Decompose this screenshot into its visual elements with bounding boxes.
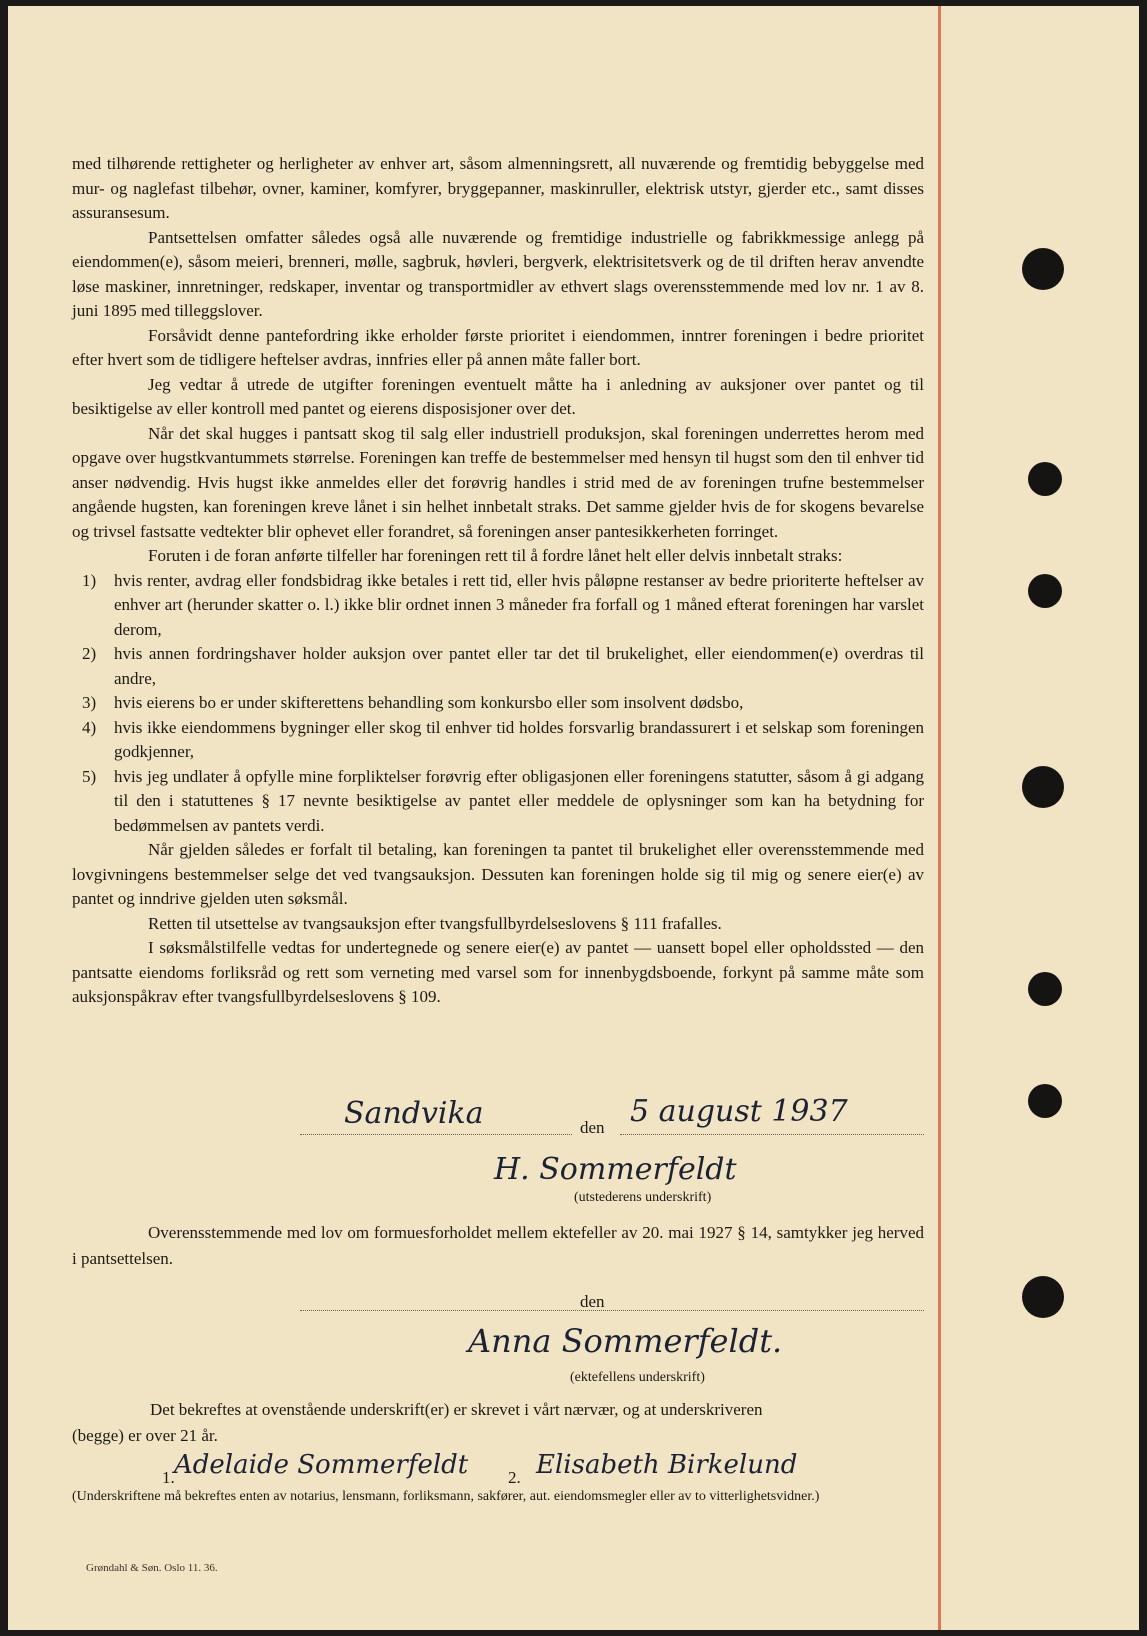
punch-hole <box>1022 248 1064 290</box>
item-number: 2) <box>82 644 97 663</box>
paragraph: Retten til utsettelse av tvangsauksjon efter tvangsfullbyrdelseslovens § 111 frafalles. <box>148 913 722 933</box>
punch-hole <box>1022 766 1064 808</box>
item-text: hvis annen fordringshaver holder auksjon over pantet eller tar det til brukelighet, eller eiendommen(e) overdras til andre, <box>114 644 924 688</box>
item-text: hvis eierens bo er under skifterettens behandling som konkursbo eller som insolvent dødsbo, <box>114 693 744 712</box>
list-item <box>72 765 924 839</box>
item-text: hvis renter, avdrag eller fondsbidrag ikke betales i rett tid, eller hvis påløpne restanser av bedre prioriterte heftelser av enhver art (herunder skatter o. l.) ikke blir ordnet innen 3 måneder fra forfall og 1 måned efterat foreningen har varslet derom, <box>114 570 924 639</box>
condition-list <box>72 569 924 839</box>
paragraph: med tilhørende rettigheter og herligheter av enhver art, såsom almenningsrett, all nuværende og fremtidig bebyggelse med mur- og naglefast tilbehør, ovner, kaminer, komfyrer, bryggepanner, maskinruller, elektrisk utstyr, gjerder etc., samt disses assuransesum. <box>72 154 924 222</box>
list-item <box>72 716 924 765</box>
item-number: 1) <box>82 570 97 590</box>
list-item <box>72 569 924 643</box>
witness-note: (Underskriftene må bekreftes enten av notarius, lensmann, forliksmann, sakfører, aut. eiendomsmegler eller av to vitterlighetsvidner.) <box>72 1489 820 1504</box>
item-number: 3) <box>82 693 97 712</box>
witness-text-line1: Det bekreftes at ovenstående underskrift(er) er skrevet i vårt nærvær, og at underskriveren <box>150 1400 763 1419</box>
place-line <box>300 1134 572 1135</box>
witness-text-line2: (begge) er over 21 år. <box>72 1426 218 1445</box>
item-number: 5) <box>82 766 97 786</box>
paragraph: Når gjelden således er forfalt til betaling, kan foreningen ta pantet til brukelighet eller overensstemmende med lovgivningens bestemmelser selge det ved tvangsauksjon. Dessuten kan foreningen holde sig til mig og senere eier(e) av pantet og inndrive gjelden uten søksmål. <box>72 840 924 908</box>
paragraph: Foruten i de foran anførte tilfeller har foreningen rett til å fordre lånet helt eller delvis innbetalt straks: <box>148 546 843 565</box>
witness-2-signature: Elisabeth Birkelund <box>536 1450 798 1480</box>
spouse-consent-text: Overensstemmende med lov om formuesforholdet mellem ektefeller av 20. mai 1927 § 14, samtykker jeg herved i pantsettelsen. <box>72 1223 924 1268</box>
issuer-signature-caption: (utstederens underskrift) <box>574 1190 712 1205</box>
date-handwritten: 5 august 1937 <box>630 1094 848 1129</box>
document-page <box>8 6 1139 1630</box>
item-text: hvis ikke eiendommens bygninger eller skog til enhver tid holdes forsvarlig brandassurert i et selskap som foreningen godkjenner, <box>114 717 924 761</box>
margin-rule <box>938 6 941 1630</box>
issuer-signature: H. Sommerfeldt <box>494 1152 737 1187</box>
list-item <box>72 691 924 716</box>
item-text: hvis jeg undlater å opfylle mine forpliktelser forøvrig efter obligasjonen eller foreningens statutter, såsom å gi adgang til den i statuttenes § 17 nevnte besiktigelse av pantet eller meddele de oplysninger som kan ha betydning for bedømmelsen av pantets verdi. <box>114 766 924 835</box>
witness-1-label: 1. <box>162 1468 175 1487</box>
spouse-signature: Anna Sommerfeldt. <box>468 1322 783 1360</box>
date-line <box>620 1134 924 1135</box>
paragraph: Forsåvidt denne pantefordring ikke erholder første prioritet i eiendommen, inntrer foreningen i bedre prioritet efter hvert som de tidligere heftelser avdras, innfries eller på annen måte faller bort. <box>72 325 924 369</box>
punch-hole <box>1022 1276 1064 1318</box>
spouse-den-label: den <box>580 1292 605 1311</box>
paragraph: Når det skal hugges i pantsatt skog til salg eller industriell produksjon, skal foreningen underrettes herom med opgave over hugstkvantummets størrelse. Foreningen kan treffe de bestemmelser med hensyn til hugst som den til enhver tid anser nødvendig. Hvis hugst ikke anmeldes eller det forøvrig handles i strid med de av foreningen trufne bestemmelser angående hugsten, kan foreningen kreve lånet i sin helhet innbetalt straks. Det samme gjelder hvis de for skogens bevarelse og trivsel fastsatte vedtekter blir ophevet eller forandret, så foreningen anser pantesikkerheten forringet. <box>72 423 924 541</box>
item-number: 4) <box>82 717 97 737</box>
spouse-date-line <box>300 1310 924 1311</box>
place-handwritten: Sandvika <box>344 1096 484 1131</box>
witness-1-signature: Adelaide Sommerfeldt <box>174 1450 469 1480</box>
paragraph: Pantsettelsen omfatter således også alle nuværende og fremtidige industrielle og fabrikkmessige anlegg på eiendommen(e), såsom meieri, brenneri, mølle, sagbruk, høvleri, bergverk, elektrisitetsverk og de til driften herav anvendte løse maskiner, innretninger, redskaper, inventar og transportmidler av ethvert slags overensstemmende med lov nr. 1 av 8. juni 1895 med tilleggslover. <box>72 227 924 320</box>
den-label: den <box>580 1118 605 1137</box>
paragraph: I søksmålstilfelle vedtas for undertegnede og senere eier(e) av pantet — uansett bopel eller opholdssted — den pantsatte eiendoms forliksråd og rett som verneting med varsel som for innenbygdsboende, forkynt på samme måte som auksjonspåkrav efter tvangsfullbyrdelseslovens § 109. <box>72 938 924 1006</box>
paragraph: Jeg vedtar å utrede de utgifter foreningen eventuelt måtte ha i anledning av auksjoner over pantet og til besiktigelse av eller kontroll med pantet og eierens disposisjoner over det. <box>72 374 924 418</box>
punch-hole <box>1028 462 1062 496</box>
punch-hole <box>1028 574 1062 608</box>
body-text <box>72 152 924 1010</box>
witness-2-label: 2. <box>508 1468 521 1487</box>
list-item <box>72 642 924 691</box>
printer-imprint: Grøndahl & Søn. Oslo 11. 36. <box>86 1562 218 1574</box>
spouse-signature-caption: (ektefellens underskrift) <box>570 1370 705 1385</box>
punch-hole <box>1028 972 1062 1006</box>
punch-hole <box>1028 1084 1062 1118</box>
